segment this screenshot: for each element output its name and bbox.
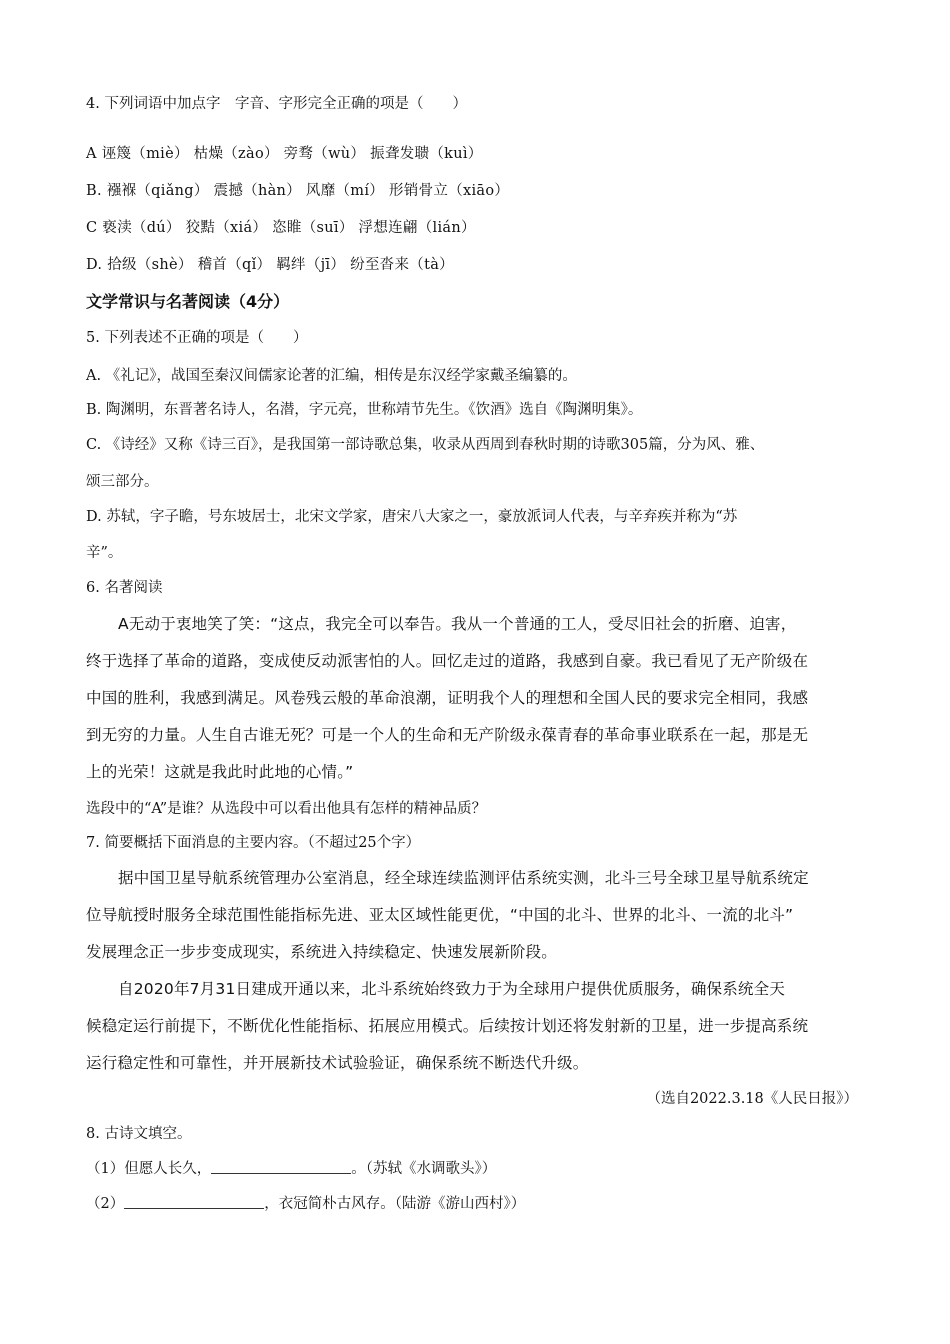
q6-stem: 6. 名著阅读 <box>86 580 163 596</box>
q8-item-2-prefix: （2） <box>86 1196 125 1212</box>
q6-passage-line: A无动于衷地笑了笑：“这点，我完全可以奉告。我从一个普通的工人，受尽旧社会的折磨、迫害， <box>118 615 797 633</box>
q4-option-c: C 亵渎（dú） 狡黠（xiá） 恣睢（suī） 浮想连翩（lián） <box>86 220 476 236</box>
q4-option-a: A 诬篾（miè） 枯燥（zào） 旁骛（wù） 振聋发聩（kuì） <box>86 146 483 162</box>
q7-source: （选自2022.3.18《人民日报》） <box>646 1091 858 1107</box>
q6-passage-line: 上的光荣！这就是我此时此地的心情。” <box>86 763 354 781</box>
q4-stem: 4. 下列词语中加点字 字音、字形完全正确的项是（ ） <box>86 96 467 112</box>
q8-item-1 <box>86 1159 496 1179</box>
q4-option-b: B. 襁褓（qiǎng） 震撼（hàn） 风靡（mí） 形销骨立（xiāo） <box>86 183 510 199</box>
q5-stem: 5. 下列表述不正确的项是（ ） <box>86 330 308 346</box>
q5-option-c-cont: 颂三部分。 <box>86 474 159 490</box>
q6-passage-line: 终于选择了革命的道路，变成使反动派害怕的人。回忆走过的道路，我感到自豪。我已看见了无产阶级在 <box>86 652 809 670</box>
q8-item-1-suffix: 。（苏轼《水调歌头》） <box>351 1161 497 1177</box>
q8-item-2-suffix: ，衣冠简朴古风存。（陆游《游山西村》） <box>264 1196 526 1212</box>
q7-stem: 7. 简要概括下面消息的主要内容。（不超过25个字） <box>86 835 421 851</box>
q5-option-c: C. 《诗经》又称《诗三百》，是我国第一部诗歌总集，收录从西周到春秋时期的诗歌305篇，分为风、雅、 <box>86 437 765 453</box>
q7-passage-line: 据中国卫星导航系统管理办公室消息，经全球连续监测评估系统实测，北斗三号全球卫星导航系统定 <box>118 869 809 887</box>
q7-passage-line: 自2020年7月31日建成开通以来，北斗系统始终致力于为全球用户提供优质服务，确保系统全天 <box>118 980 786 998</box>
q7-passage-line: 运行稳定性和可靠性，并开展新技术试验验证，确保系统不断迭代升级。 <box>86 1054 589 1072</box>
q8-item-2 <box>86 1194 525 1214</box>
q6-passage-line: 到无穷的力量。人生自古谁无死？可是一个人的生命和无产阶级永葆青春的革命事业联系在一起，那是无 <box>86 726 809 744</box>
q6-passage-line: 中国的胜利，我感到满足。风卷残云般的革命浪潮，证明我个人的理想和全国人民的要求完全相同，我感 <box>86 689 809 707</box>
q5-option-d-cont: 辛”。 <box>86 545 123 561</box>
q5-option-a: A. 《礼记》，战国至秦汉间儒家论著的汇编，相传是东汉经学家戴圣编纂的。 <box>86 368 577 384</box>
q7-passage-line: 位导航授时服务全球范围性能指标先进、亚太区域性能更优，“中国的北斗、世界的北斗、一流的北斗” <box>86 906 794 924</box>
answer-blank[interactable] <box>124 1194 264 1209</box>
q7-passage-line: 候稳定运行前提下，不断优化性能指标、拓展应用模式。后续按计划还将发射新的卫星，进一步提高系统 <box>86 1017 809 1035</box>
q8-item-1-prefix: （1）但愿人长久， <box>86 1161 212 1177</box>
q7-passage-line: 发展理念正一步步变成现实，系统进入持续稳定、快速发展新阶段。 <box>86 943 558 961</box>
q5-option-d: D. 苏轼，字子瞻，号东坡居士，北宋文学家，唐宋八大家之一，豪放派词人代表，与辛弃疾并称为“苏 <box>86 509 738 525</box>
q6-question: 选段中的“A”是谁？从选段中可以看出他具有怎样的精神品质？ <box>86 801 487 817</box>
section-title: 文学常识与名著阅读（4分） <box>86 292 290 311</box>
answer-blank[interactable] <box>211 1159 351 1174</box>
q5-option-b: B. 陶渊明，东晋著名诗人，名潜，字元亮，世称靖节先生。《饮酒》选自《陶渊明集》。 <box>86 402 643 418</box>
q4-option-d: D. 拾级（shè） 稽首（qǐ） 羁绊（jī） 纷至沓来（tà） <box>86 257 454 273</box>
q8-stem: 8. 古诗文填空。 <box>86 1126 192 1142</box>
